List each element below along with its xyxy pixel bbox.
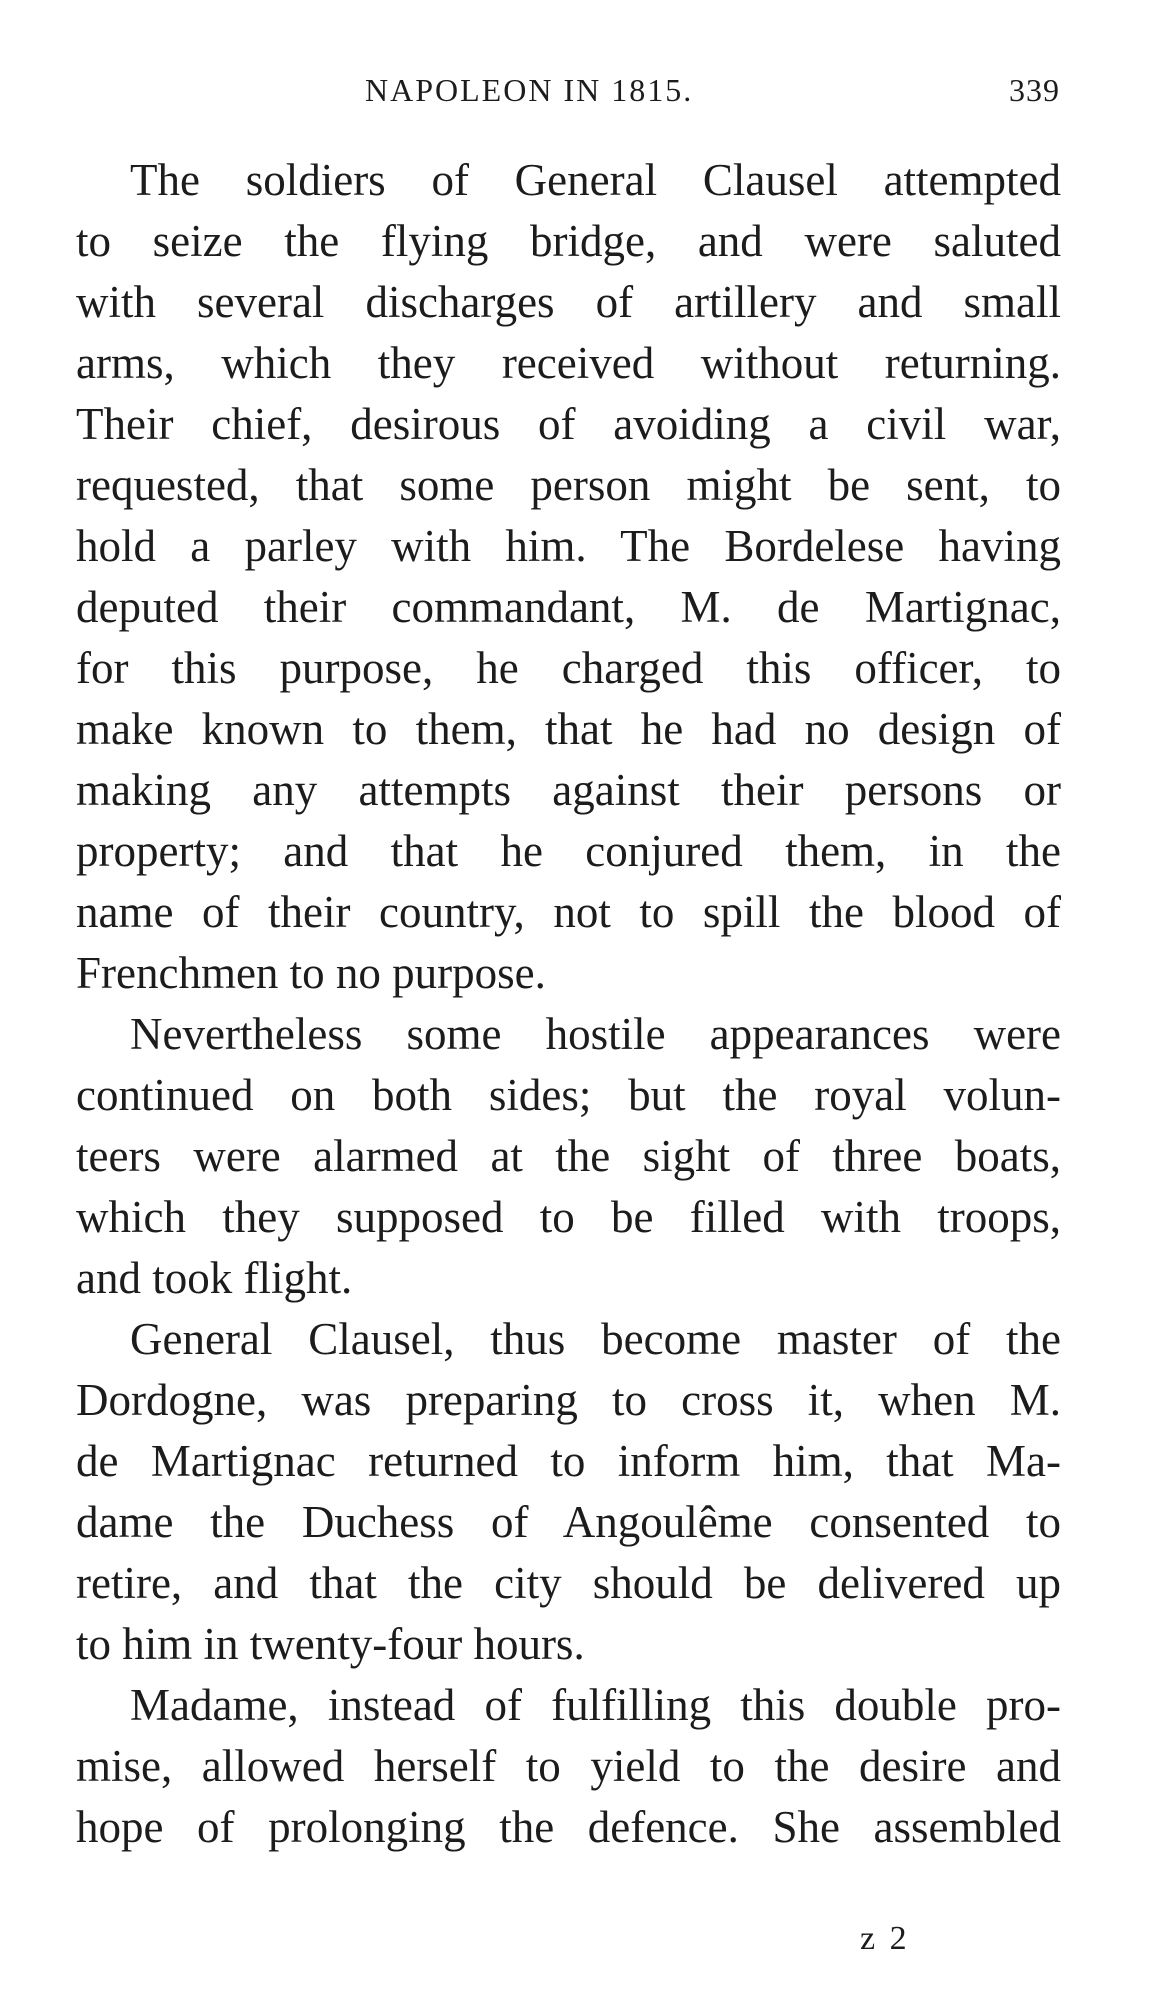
text-line: The soldiers of General Clausel attempted [130,155,1061,205]
text-line: to him in twenty-four hours. [76,1619,585,1669]
text-line: making any attempts against their persons or [76,765,1061,815]
text-line: Frenchmen to no purpose. [76,948,546,998]
paragraph [76,1004,1061,1309]
running-title: NAPOLEON IN 1815. [365,72,694,108]
text-line: to seize the flying bridge, and were saluted [76,216,1061,266]
text-line: and took flight. [76,1253,353,1303]
running-head [60,72,1060,122]
paragraph [76,1675,1061,1858]
text-line: name of their country, not to spill the blood of [76,887,1061,937]
text-line: with several discharges of artillery and small [76,277,1061,327]
text-line: Their chief, desirous of avoiding a civil war, [76,399,1061,449]
text-line: which they supposed to be filled with troops, [76,1192,1061,1242]
text-line: hold a parley with him. The Bordelese having [76,521,1061,571]
text-line: teers were alarmed at the sight of three boats, [76,1131,1061,1181]
signature-mark: z 2 [860,1920,910,1957]
paragraph [76,150,1061,1004]
text-line: mise, allowed herself to yield to the desire and [76,1741,1061,1791]
text-line: for this purpose, he charged this officer, to [76,643,1061,693]
text-line: General Clausel, thus become master of the [130,1314,1061,1364]
text-line: dame the Duchess of Angoulême consented to [76,1497,1061,1547]
text-line: deputed their commandant, M. de Martignac, [76,582,1061,632]
paragraph [76,1309,1061,1675]
text-line: retire, and that the city should be delivered up [76,1558,1061,1608]
text-line: de Martignac returned to inform him, that Ma- [76,1436,1061,1486]
text-line: arms, which they received without returning. [76,338,1061,388]
text-line: hope of prolonging the defence. She assembled [76,1802,1061,1852]
text-line: Nevertheless some hostile appearances were [130,1009,1061,1059]
text-line: make known to them, that he had no design of [76,704,1061,754]
text-line: Madame, instead of fulfilling this double pro- [130,1680,1061,1730]
body-text [76,150,1061,1858]
page-number: 339 [1009,72,1060,108]
text-line: requested, that some person might be sent, to [76,460,1061,510]
text-line: Dordogne, was preparing to cross it, when M. [76,1375,1061,1425]
text-line: continued on both sides; but the royal volun- [76,1070,1061,1120]
text-line: property; and that he conjured them, in the [76,826,1061,876]
